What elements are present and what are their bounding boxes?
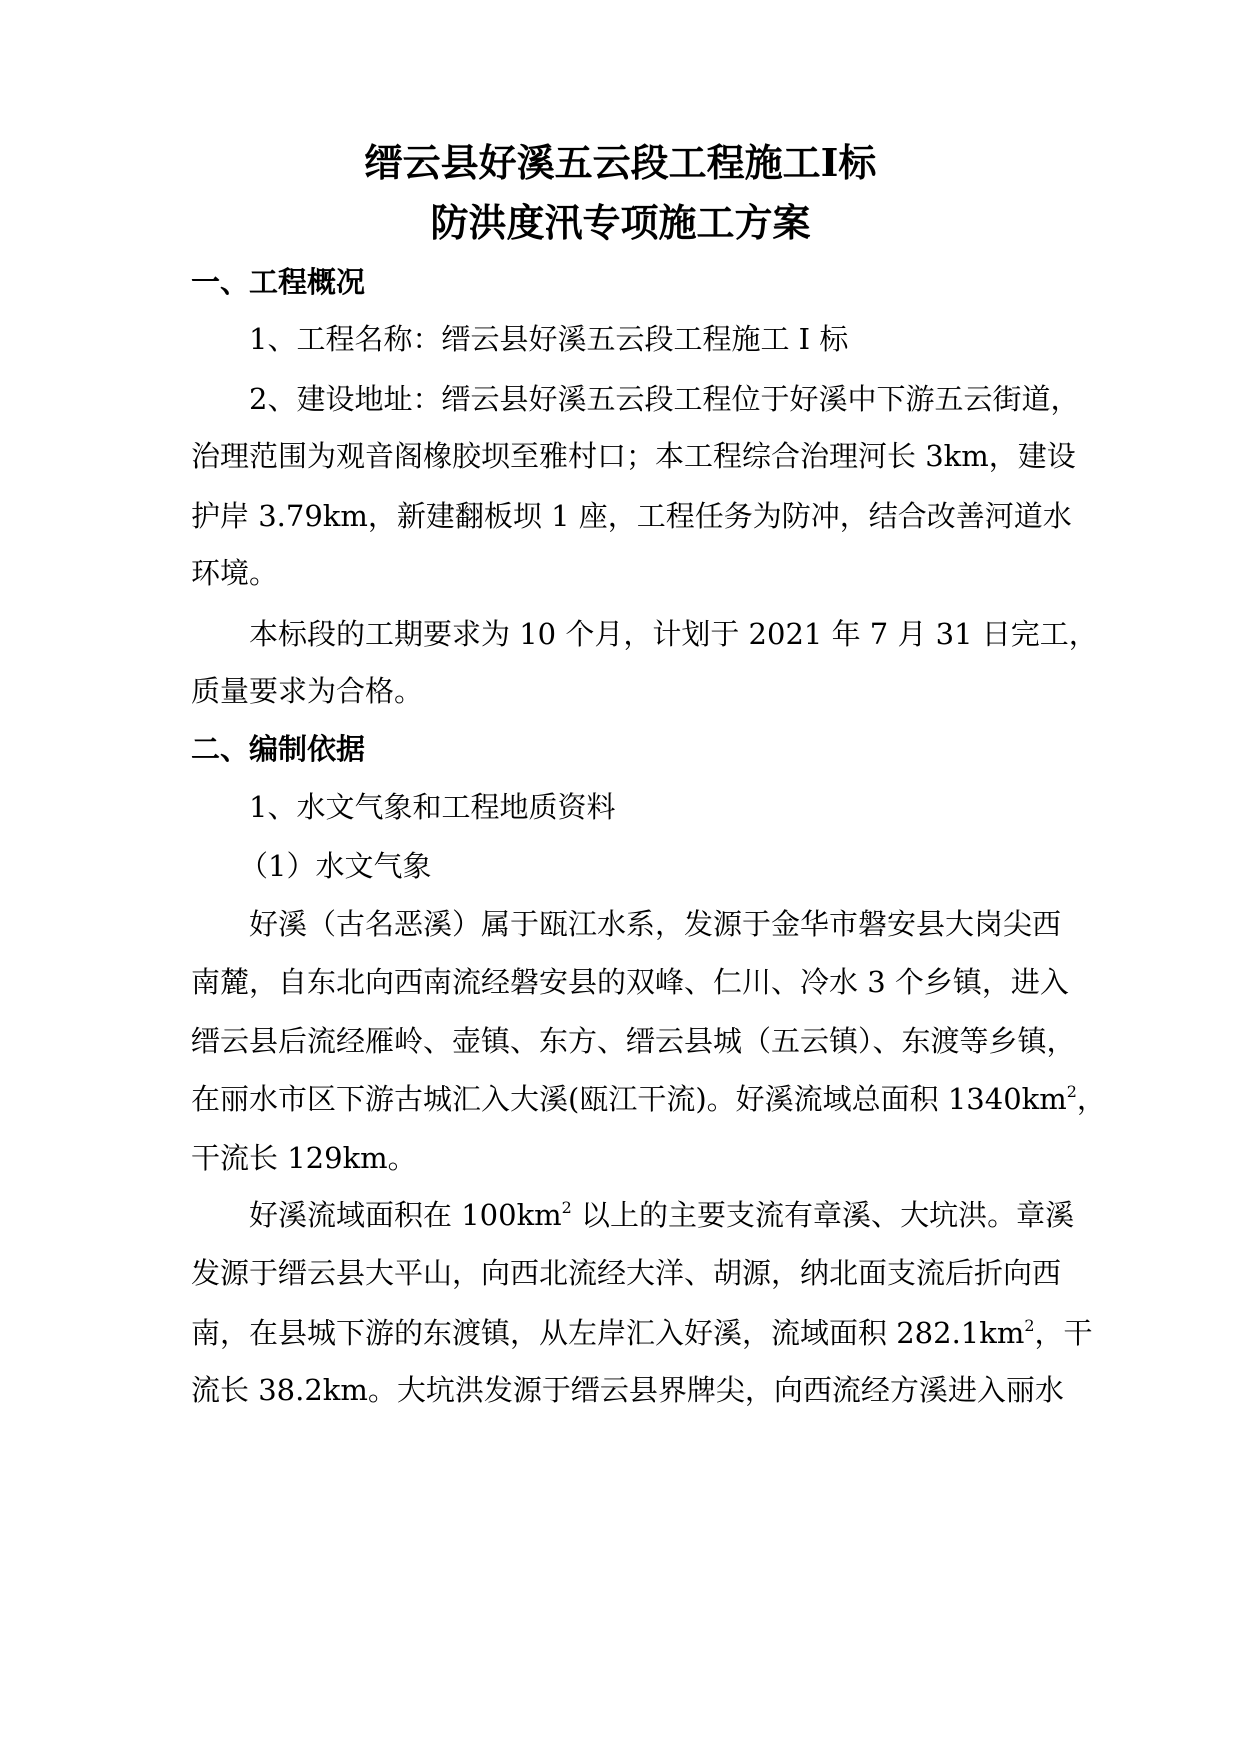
item-project-name: 1、工程名称：缙云县好溪五云段工程施工 I 标	[249, 322, 849, 356]
paragraph-1-line-4-text: 在丽水市区下游古城汇入大溪(瓯江干流)。好溪流域总面积 1340km	[191, 1082, 1067, 1116]
paragraph-1-line-4-punct: ，	[1076, 1082, 1106, 1116]
section-heading-basis: 二、编制依据	[191, 732, 366, 766]
paragraph-1-line-4	[191, 1079, 1106, 1119]
paragraph-2-line-1-text-a: 好溪流域面积在 100km	[249, 1198, 562, 1232]
paragraph-1-line-5: 干流长 129km。	[191, 1141, 417, 1175]
paragraph-2-line-2: 发源于缙云县大平山，向西北流经大洋、胡源，纳北面支流后折向西	[191, 1256, 1062, 1290]
paragraph-2-line-1-text-b: 以上的主要支流有章溪、大坑洪。章溪	[571, 1198, 1075, 1232]
document-title-line-2: 防洪度汛专项施工方案	[430, 200, 811, 245]
paragraph-2-line-3-text-a: 南，在县城下游的东渡镇，从左岸汇入好溪，流域面积 282.1km	[191, 1316, 1025, 1350]
period-line-1: 本标段的工期要求为 10 个月，计划于 2021 年 7 月 31 日完工，	[249, 617, 1098, 651]
paragraph-2-line-3-text-b: ，干	[1034, 1316, 1093, 1350]
sub-heading-hydrology-geology: 1、水文气象和工程地质资料	[249, 790, 616, 824]
sub-heading-hydrology: （1）水文气象	[239, 849, 432, 883]
document-title-line-1: 缙云县好溪五云段工程施工Ⅰ标	[364, 140, 877, 185]
paragraph-1-line-1: 好溪（古名恶溪）属于瓯江水系，发源于金华市磐安县大岗尖西	[249, 907, 1062, 941]
superscript-2: 2	[561, 1198, 572, 1217]
item-address-line-2: 治理范围为观音阁橡胶坝至雅村口；本工程综合治理河长 3km，建设	[191, 439, 1076, 473]
paragraph-1-line-2: 南麓，自东北向西南流经磐安县的双峰、仁川、冷水 3 个乡镇，进入	[191, 965, 1069, 999]
paragraph-2-line-1	[249, 1195, 1074, 1235]
paragraph-2-line-3	[191, 1313, 1093, 1353]
period-line-2: 质量要求为合格。	[191, 674, 424, 708]
section-heading-overview: 一、工程概况	[191, 265, 366, 299]
paragraph-2-line-4: 流长 38.2km。大坑洪发源于缙云县界牌尖，向西流经方溪进入丽水	[191, 1373, 1064, 1407]
superscript-2: 2	[1066, 1082, 1077, 1101]
superscript-2: 2	[1024, 1316, 1035, 1335]
item-address-line-3: 护岸 3.79km，新建翻板坝 1 座，工程任务为防冲，结合改善河道水	[191, 499, 1072, 533]
item-address-line-1: 2、建设地址：缙云县好溪五云段工程位于好溪中下游五云街道，	[249, 382, 1080, 416]
item-address-line-4: 环境。	[191, 556, 279, 590]
paragraph-1-line-3: 缙云县后流经雁岭、壶镇、东方、缙云县城（五云镇）、东渡等乡镇，	[191, 1024, 1076, 1058]
